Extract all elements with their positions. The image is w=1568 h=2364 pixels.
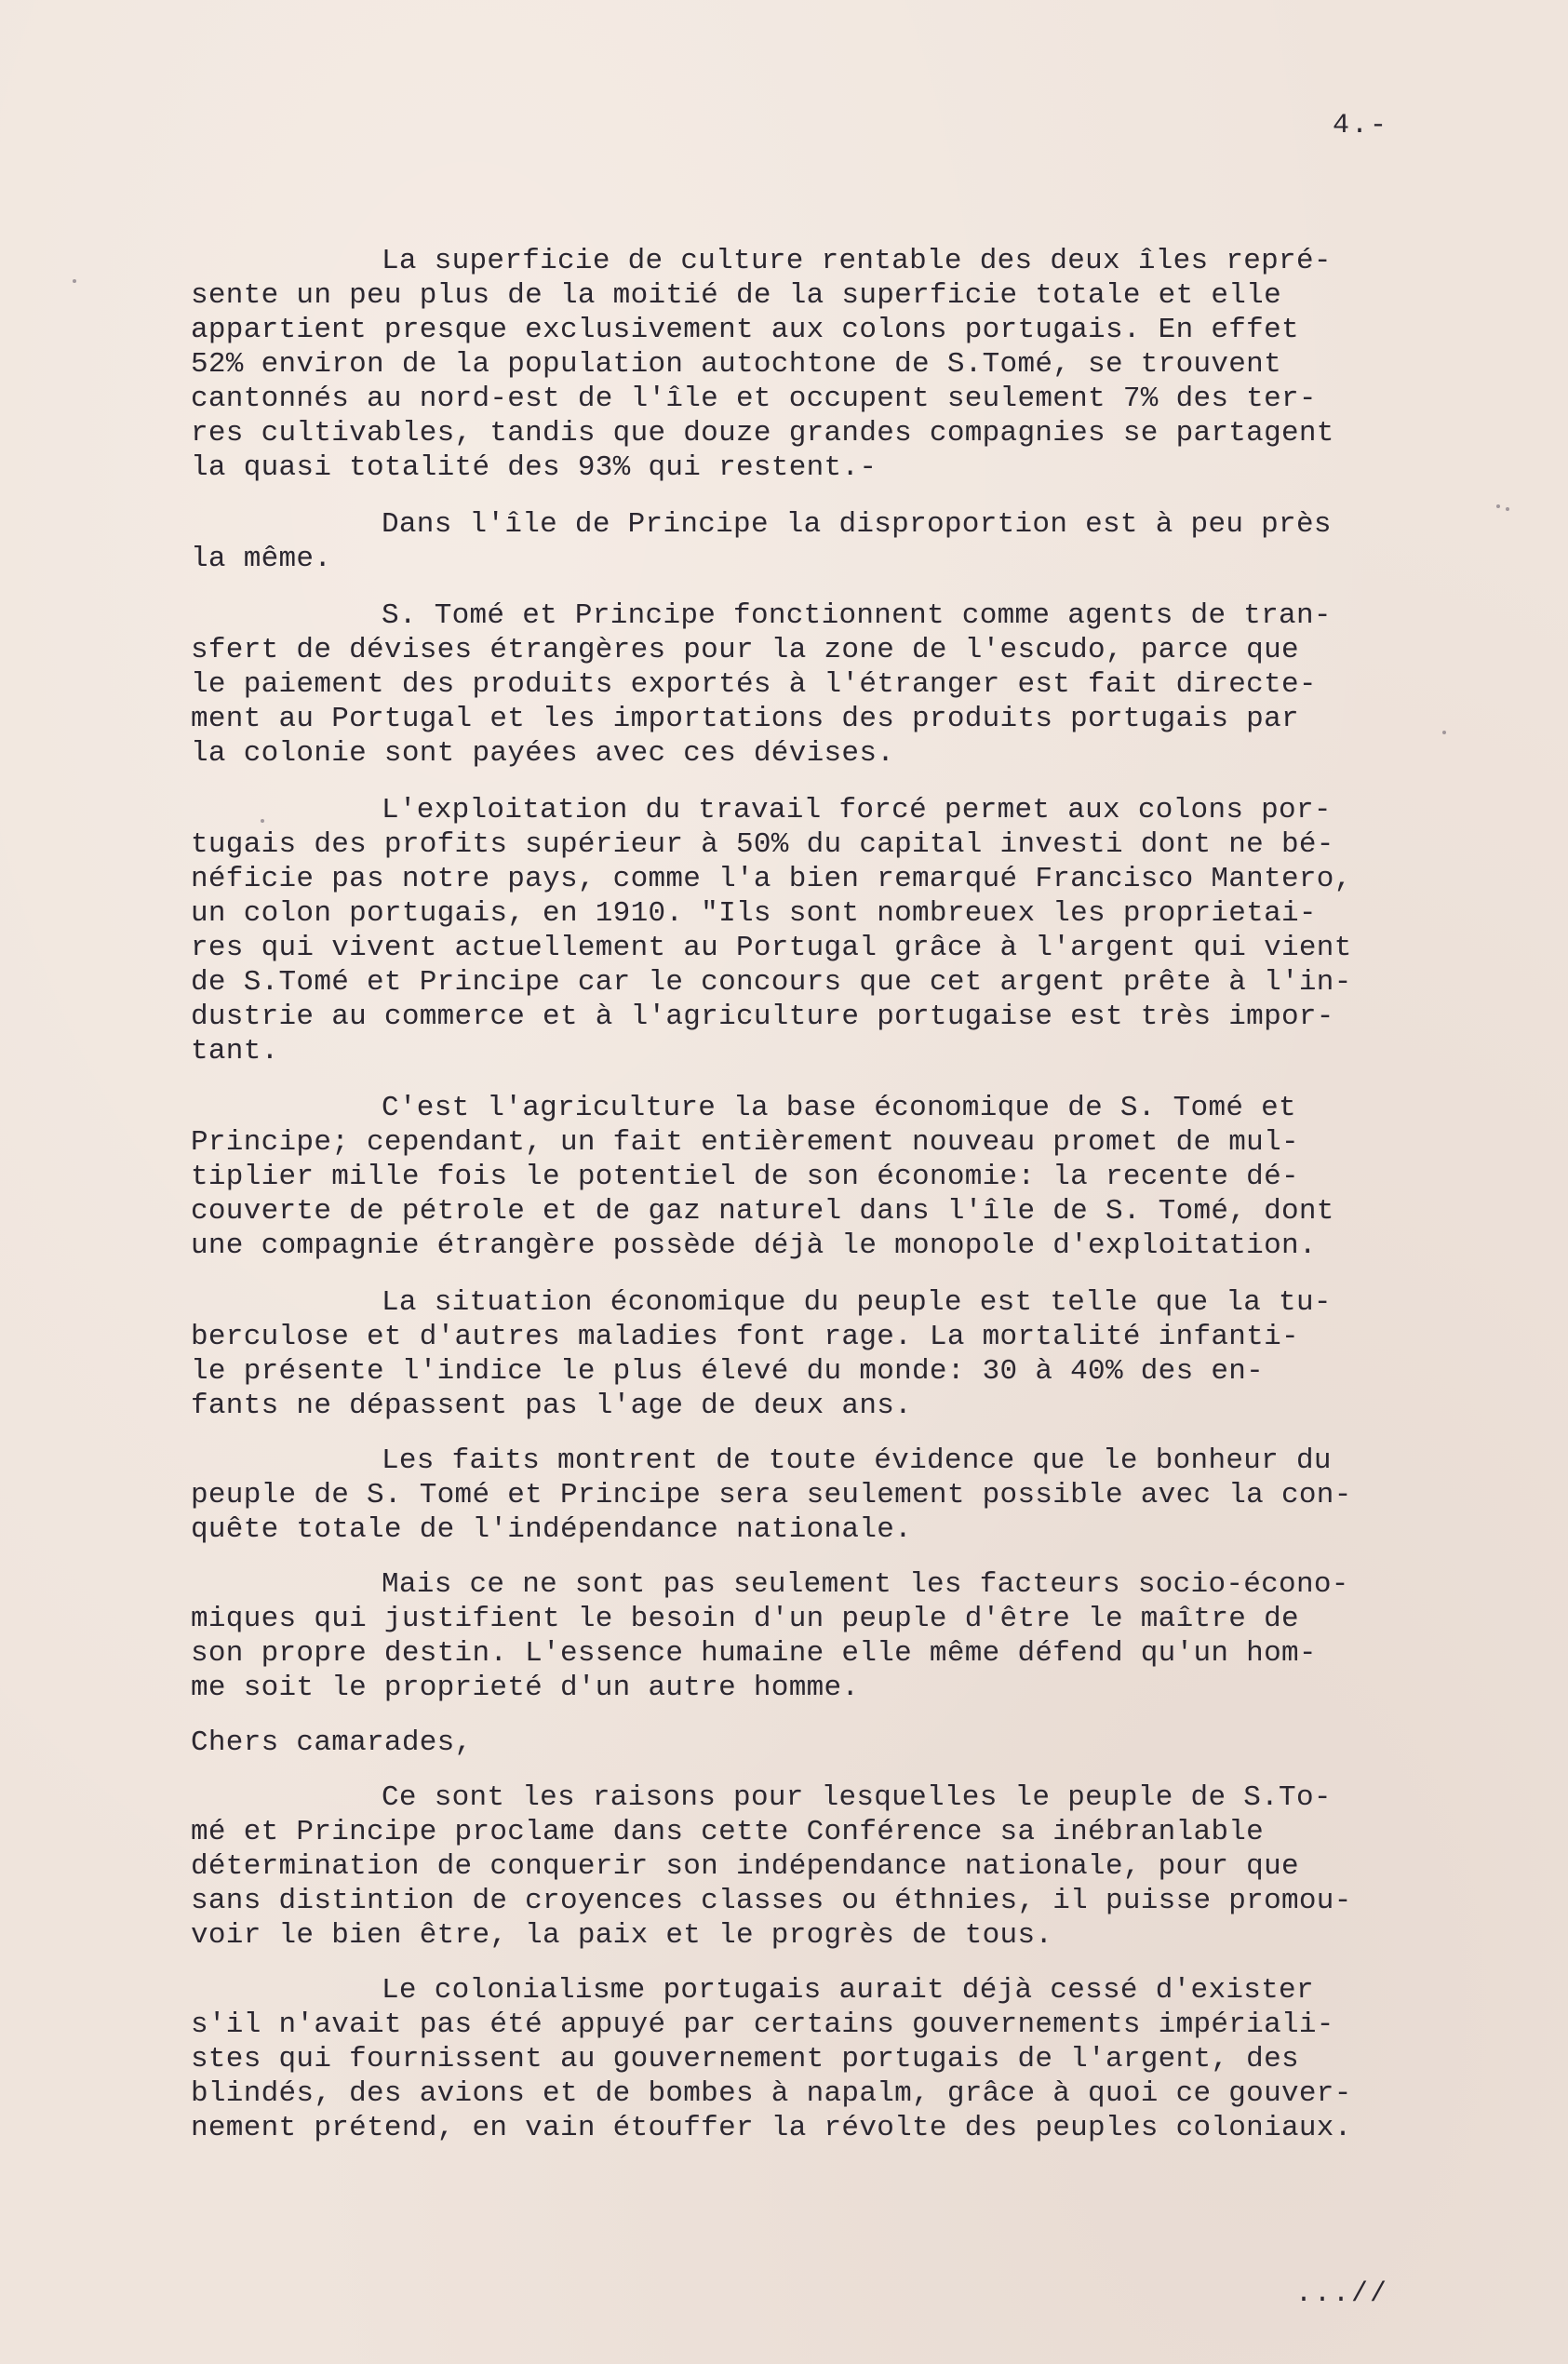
- text-line: Chers camarades,: [191, 1726, 473, 1759]
- paper-speck: [73, 279, 76, 283]
- text-line: couverte de pétrole et de gaz naturel dans l'île de S. Tomé, dont: [191, 1195, 1334, 1228]
- paragraph-7: [191, 1444, 1447, 1547]
- text-line: le présente l'indice le plus élevé du monde: 30 à 40% des en-: [191, 1355, 1265, 1388]
- text-line: détermination de conquerir son indépendance nationale, pour que: [191, 1850, 1299, 1883]
- paper-speck: [261, 819, 264, 823]
- text-line: Ce sont les raisons pour lesquelles le peuple de S.To-: [382, 1781, 1332, 1814]
- text-line: quête totale de l'indépendance nationale.: [191, 1513, 913, 1546]
- text-line: Dans l'île de Principe la disproportion est à peu près: [382, 508, 1332, 541]
- paragraph-1: [191, 244, 1447, 485]
- paragraph-4: [191, 793, 1447, 1068]
- text-line: une compagnie étrangère possède déjà le monopole d'exploitation.: [191, 1229, 1317, 1262]
- text-line: Principe; cependant, un fait entièrement nouveau promet de mul-: [191, 1126, 1299, 1159]
- text-line: nement prétend, en vain étouffer la révolte des peuples coloniaux.: [191, 2112, 1352, 2144]
- text-line: berculose et d'autres maladies font rage. La mortalité infanti-: [191, 1321, 1299, 1353]
- salutation: [191, 1726, 1447, 1760]
- text-line: me soit le proprieté d'un autre homme.: [191, 1672, 860, 1704]
- text-line: la même.: [191, 543, 332, 575]
- text-line: la quasi totalité des 93% qui restent.-: [191, 451, 878, 484]
- text-line: dustrie au commerce et à l'agriculture portugaise est très impor-: [191, 1001, 1334, 1033]
- text-line: cantonnés au nord-est de l'île et occupent seulement 7% des ter-: [191, 383, 1317, 415]
- text-line: 52% environ de la population autochtone de S.Tomé, se trouvent: [191, 348, 1281, 381]
- text-line: stes qui fournissent au gouvernement portugais de l'argent, des: [191, 2043, 1299, 2075]
- text-line: L'exploitation du travail forcé permet aux colons por-: [382, 794, 1332, 826]
- text-line: res cultivables, tandis que douze grandes compagnies se partagent: [191, 417, 1334, 450]
- paragraph-2: [191, 507, 1447, 576]
- paragraph-11: [191, 1973, 1447, 2145]
- text-line: de S.Tomé et Principe car le concours que cet argent prête à l'in-: [191, 966, 1352, 999]
- text-line: tant.: [191, 1035, 279, 1068]
- text-line: La situation économique du peuple est telle que la tu-: [382, 1286, 1332, 1319]
- text-line: Le colonialisme portugais aurait déjà cessé d'exister: [382, 1974, 1314, 2007]
- paragraph-6: [191, 1285, 1447, 1423]
- text-line: sfert de dévises étrangères pour la zone de l'escudo, parce que: [191, 634, 1299, 666]
- paragraph-3: [191, 598, 1447, 771]
- document-body: [191, 244, 1447, 2168]
- text-line: s'il n'avait pas été appuyé par certains gouvernements impériali-: [191, 2008, 1334, 2041]
- paragraph-10: [191, 1780, 1447, 1953]
- paper-speck: [1442, 731, 1446, 734]
- text-line: fants ne dépassent pas l'age de deux ans.: [191, 1390, 913, 1422]
- text-line: Les faits montrent de toute évidence que le bonheur du: [382, 1444, 1332, 1477]
- paragraph-8: [191, 1567, 1447, 1705]
- text-line: néficie pas notre pays, comme l'a bien remarqué Francisco Mantero,: [191, 863, 1352, 895]
- text-line: miques qui justifient le besoin d'un peuple d'être le maître de: [191, 1603, 1299, 1635]
- text-line: tiplier mille fois le potentiel de son économie: la recente dé-: [191, 1161, 1299, 1193]
- text-line: le paiement des produits exportés à l'étranger est fait directe-: [191, 668, 1317, 701]
- text-line: la colonie sont payées avec ces dévises.: [191, 737, 895, 770]
- paper-speck: [1496, 504, 1500, 508]
- text-line: un colon portugais, en 1910. "Ils sont nombreuex les proprietai-: [191, 897, 1317, 930]
- paper-speck: [1506, 507, 1509, 511]
- text-line: Mais ce ne sont pas seulement les facteurs socio-écono-: [382, 1568, 1349, 1601]
- text-line: voir le bien être, la paix et le progrès de tous.: [191, 1919, 1053, 1952]
- text-line: blindés, des avions et de bombes à napalm, grâce à quoi ce gouver-: [191, 2077, 1352, 2110]
- page-number: 4.-: [1333, 110, 1389, 141]
- text-line: La superficie de culture rentable des deux îles repré-: [382, 245, 1332, 277]
- text-line: appartient presque exclusivement aux colons portugais. En effet: [191, 314, 1299, 346]
- continuation-mark: ...//: [1295, 2278, 1389, 2310]
- text-line: son propre destin. L'essence humaine elle même défend qu'un hom-: [191, 1637, 1317, 1670]
- text-line: peuple de S. Tomé et Principe sera seulement possible avec la con-: [191, 1479, 1352, 1511]
- paragraph-5: [191, 1091, 1447, 1263]
- text-line: mé et Principe proclame dans cette Conférence sa inébranlable: [191, 1816, 1265, 1848]
- text-line: S. Tomé et Principe fonctionnent comme agents de tran-: [382, 599, 1332, 632]
- text-line: sans distintion de croyences classes ou éthnies, il puisse promou-: [191, 1885, 1352, 1917]
- text-line: sente un peu plus de la moitié de la superficie totale et elle: [191, 279, 1281, 312]
- text-line: C'est l'agriculture la base économique de S. Tomé et: [382, 1092, 1296, 1124]
- text-line: ment au Portugal et les importations des produits portugais par: [191, 703, 1299, 735]
- text-line: res qui vivent actuellement au Portugal grâce à l'argent qui vient: [191, 932, 1352, 964]
- text-line: tugais des profits supérieur à 50% du capital investi dont ne bé-: [191, 828, 1334, 861]
